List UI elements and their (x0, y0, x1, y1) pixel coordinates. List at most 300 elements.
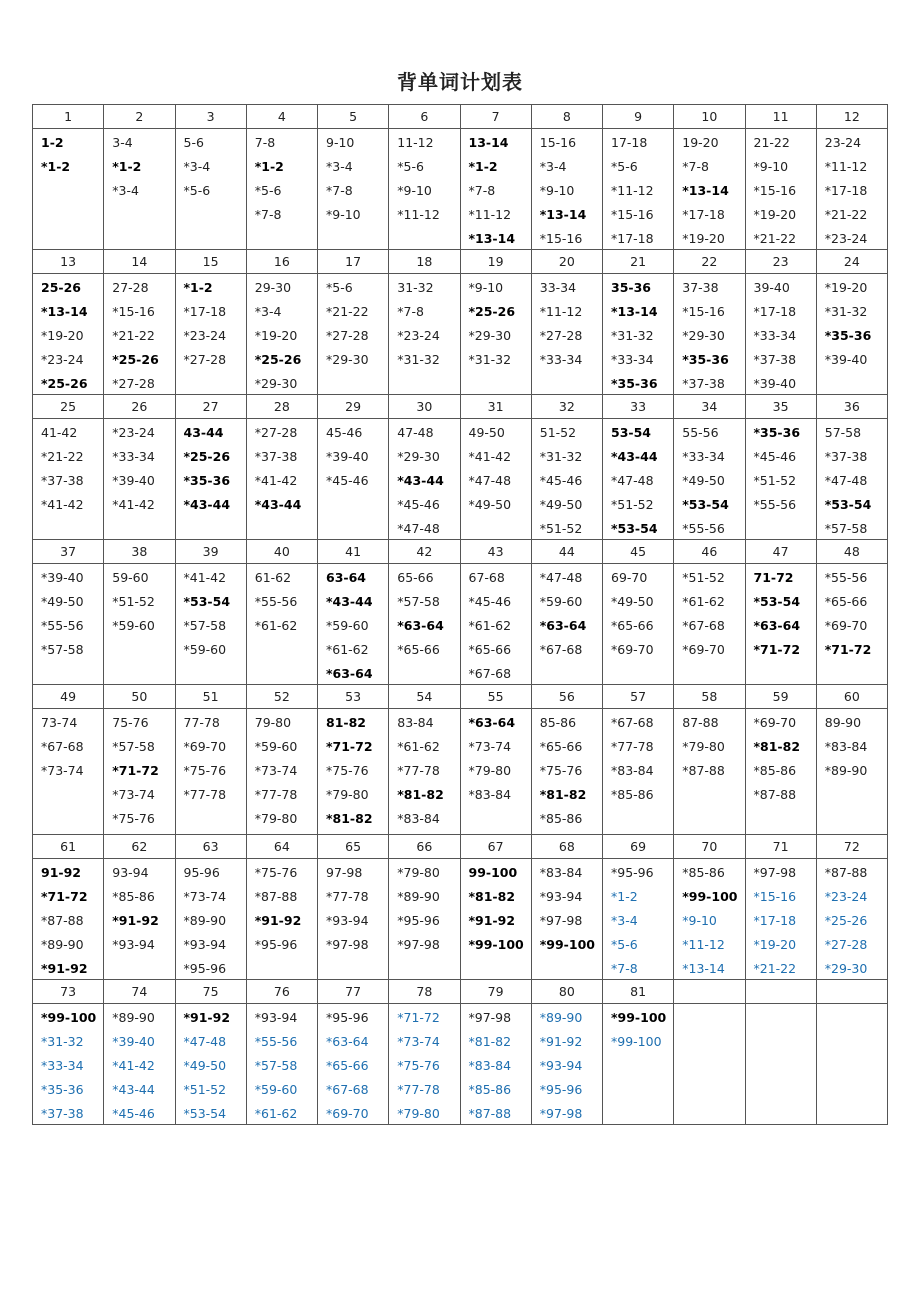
review-item: *73-74 (112, 787, 155, 802)
review-item: *63-64 (539, 618, 587, 633)
review-item: *1-2 (468, 159, 498, 174)
review-item: *37-38 (824, 449, 868, 464)
review-item: *39-40 (41, 570, 84, 585)
review-item: *15-16 (539, 231, 583, 246)
review-item: *51-52 (539, 521, 583, 536)
review-item: *9-10 (682, 913, 717, 928)
day-number: 59 (746, 685, 817, 709)
review-item: *75-76 (112, 811, 155, 826)
day-number: 35 (746, 395, 817, 419)
day-number: 52 (247, 685, 318, 709)
review-item: *3-4 (112, 183, 139, 198)
review-item: *13-14 (468, 231, 516, 246)
review-item: *31-32 (824, 304, 868, 319)
day-tasks (674, 419, 745, 540)
review-item: *93-94 (183, 937, 227, 952)
review-item: *79-80 (397, 865, 440, 880)
review-item: *57-58 (397, 594, 440, 609)
day-tasks (532, 1004, 603, 1125)
review-item: *39-40 (112, 1034, 155, 1049)
review-item: *63-64 (753, 618, 801, 633)
day-number: 65 (318, 835, 389, 859)
empty-cell (817, 1004, 888, 1125)
review-item: *67-68 (468, 666, 512, 681)
review-item: *77-78 (254, 787, 298, 802)
new-words-item: 95-96 (183, 865, 220, 880)
day-tasks (603, 274, 674, 395)
review-item: *69-70 (682, 642, 725, 657)
review-item: *99-100 (539, 937, 595, 952)
day-tasks (176, 274, 247, 395)
review-item: *63-64 (326, 1034, 369, 1049)
review-item: *27-28 (112, 376, 155, 391)
review-item: *33-34 (539, 352, 583, 367)
day-number: 77 (318, 980, 389, 1004)
review-item: *67-68 (611, 715, 654, 730)
day-tasks (389, 129, 460, 250)
new-words-item: 5-6 (183, 135, 204, 150)
day-tasks (104, 709, 175, 835)
review-item: *99-100 (611, 1010, 667, 1025)
new-words-item: 39-40 (753, 280, 790, 295)
review-item: *59-60 (539, 594, 583, 609)
new-words-item: 51-52 (539, 425, 577, 440)
new-words-item: 55-56 (682, 425, 719, 440)
day-tasks (817, 129, 888, 250)
day-tasks (176, 709, 247, 835)
day-tasks (603, 709, 674, 835)
review-item: *3-4 (254, 304, 282, 319)
review-item: *21-22 (824, 207, 868, 222)
day-tasks (674, 709, 745, 835)
day-tasks (389, 1004, 460, 1125)
review-item: *15-16 (112, 304, 155, 319)
day-number: 43 (461, 540, 532, 564)
day-tasks (318, 859, 389, 980)
review-item: *7-8 (682, 159, 709, 174)
review-item: *57-58 (112, 739, 155, 754)
review-item: *53-54 (824, 497, 872, 512)
review-item: *5-6 (326, 280, 353, 295)
new-words-item: 37-38 (682, 280, 719, 295)
day-number: 1 (33, 105, 104, 129)
day-number: 64 (247, 835, 318, 859)
review-item: *73-74 (41, 763, 84, 778)
day-tasks (389, 419, 460, 540)
day-number: 10 (674, 105, 745, 129)
day-tasks (817, 859, 888, 980)
day-number: 11 (746, 105, 817, 129)
review-item: *31-32 (468, 352, 512, 367)
day-tasks (674, 129, 745, 250)
review-item: *27-28 (254, 425, 298, 440)
review-item: *69-70 (753, 715, 797, 730)
review-item: *75-76 (183, 763, 227, 778)
day-number: 45 (603, 540, 674, 564)
review-item: *19-20 (753, 937, 797, 952)
day-number: 74 (104, 980, 175, 1004)
review-item: *71-72 (112, 763, 159, 778)
review-item: *81-82 (468, 889, 516, 904)
new-words-item: 21-22 (753, 135, 790, 150)
review-item: *5-6 (611, 159, 638, 174)
review-item: *69-70 (611, 642, 654, 657)
day-number: 12 (817, 105, 888, 129)
review-item: *65-66 (611, 618, 654, 633)
review-item: *31-32 (611, 328, 654, 343)
day-tasks (318, 129, 389, 250)
review-item: *61-62 (397, 739, 440, 754)
review-item: *19-20 (753, 207, 797, 222)
review-item: *47-48 (539, 570, 583, 585)
day-number: 69 (603, 835, 674, 859)
day-tasks (532, 859, 603, 980)
review-item: *29-30 (254, 376, 298, 391)
review-item: *47-48 (468, 473, 512, 488)
review-item: *71-72 (326, 739, 373, 754)
review-item: *27-28 (183, 352, 227, 367)
review-item: *67-68 (539, 642, 583, 657)
new-words-item: 45-46 (326, 425, 363, 440)
review-item: *91-92 (468, 913, 516, 928)
review-item: *1-2 (611, 889, 638, 904)
review-item: *71-72 (753, 642, 801, 657)
review-item: *65-66 (397, 642, 440, 657)
review-item: *91-92 (41, 961, 88, 976)
review-item: *43-44 (254, 497, 302, 512)
review-item: *41-42 (112, 1058, 155, 1073)
day-number: 66 (389, 835, 460, 859)
day-number: 31 (461, 395, 532, 419)
review-item: *37-38 (254, 449, 298, 464)
day-number: 9 (603, 105, 674, 129)
review-item: *31-32 (539, 449, 583, 464)
day-number: 61 (33, 835, 104, 859)
new-words-item: 49-50 (468, 425, 505, 440)
review-item: *37-38 (41, 1106, 84, 1121)
review-item: *79-80 (326, 787, 369, 802)
new-words-item: 57-58 (824, 425, 862, 440)
day-number: 60 (817, 685, 888, 709)
review-item: *51-52 (682, 570, 725, 585)
review-item: *77-78 (326, 889, 369, 904)
review-item: *77-78 (397, 763, 440, 778)
review-item: *33-34 (41, 1058, 84, 1073)
day-tasks (247, 129, 318, 250)
review-item: *45-46 (539, 473, 583, 488)
review-item: *59-60 (112, 618, 155, 633)
day-tasks (104, 859, 175, 980)
review-item: *37-38 (41, 473, 84, 488)
day-tasks (247, 274, 318, 395)
day-number: 26 (104, 395, 175, 419)
day-tasks (532, 564, 603, 685)
day-number: 62 (104, 835, 175, 859)
review-item: *89-90 (112, 1010, 155, 1025)
review-item: *79-80 (468, 763, 512, 778)
review-item: *25-26 (41, 376, 88, 391)
empty-cell (674, 1004, 745, 1125)
review-item: *39-40 (753, 376, 797, 391)
review-item: *5-6 (254, 183, 282, 198)
day-number: 29 (318, 395, 389, 419)
day-tasks (318, 1004, 389, 1125)
review-item: *85-86 (539, 811, 583, 826)
day-number: 71 (746, 835, 817, 859)
review-item: *21-22 (112, 328, 155, 343)
day-tasks (603, 129, 674, 250)
review-item: *85-86 (611, 787, 654, 802)
review-item: *49-50 (611, 594, 654, 609)
review-item: *55-56 (682, 521, 725, 536)
review-item: *85-86 (682, 865, 725, 880)
review-item: *61-62 (254, 618, 298, 633)
review-item: *93-94 (326, 913, 369, 928)
review-item: *23-24 (397, 328, 440, 343)
day-tasks (674, 564, 745, 685)
review-item: *75-76 (539, 763, 583, 778)
review-item: *45-46 (326, 473, 369, 488)
review-item: *11-12 (468, 207, 512, 222)
review-item: *7-8 (611, 961, 638, 976)
review-item: *41-42 (41, 497, 84, 512)
review-item: *69-70 (326, 1106, 369, 1121)
review-item: *63-64 (468, 715, 516, 730)
review-item: *9-10 (468, 280, 504, 295)
new-words-item: 67-68 (468, 570, 505, 585)
day-number: 70 (674, 835, 745, 859)
review-item: *53-54 (682, 497, 729, 512)
new-words-item: 9-10 (326, 135, 355, 150)
day-tasks (318, 274, 389, 395)
day-tasks (389, 859, 460, 980)
review-item: *95-96 (254, 937, 298, 952)
review-item: *89-90 (824, 763, 868, 778)
review-item: *61-62 (682, 594, 725, 609)
new-words-item: 15-16 (539, 135, 577, 150)
review-item: *35-36 (753, 425, 801, 440)
review-item: *79-80 (397, 1106, 440, 1121)
review-item: *1-2 (41, 159, 71, 174)
day-number: 39 (176, 540, 247, 564)
review-item: *99-100 (468, 937, 524, 952)
review-item: *89-90 (539, 1010, 583, 1025)
review-item: *11-12 (539, 304, 583, 319)
review-item: *59-60 (254, 1082, 298, 1097)
day-number: 51 (176, 685, 247, 709)
review-item: *23-24 (112, 425, 155, 440)
review-item: *21-22 (753, 231, 797, 246)
new-words-item: 43-44 (183, 425, 224, 440)
review-item: *11-12 (682, 937, 725, 952)
day-number: 5 (318, 105, 389, 129)
review-item: *3-4 (326, 159, 353, 174)
day-tasks (603, 564, 674, 685)
new-words-item: 53-54 (611, 425, 651, 440)
day-number: 42 (389, 540, 460, 564)
review-item: *17-18 (753, 304, 797, 319)
day-tasks (674, 859, 745, 980)
review-item: *21-22 (41, 449, 84, 464)
review-item: *7-8 (326, 183, 353, 198)
day-number (674, 980, 745, 1004)
day-number: 63 (176, 835, 247, 859)
review-item: *71-72 (41, 889, 88, 904)
new-words-item: 73-74 (41, 715, 78, 730)
day-tasks (33, 564, 104, 685)
review-item: *9-10 (753, 159, 789, 174)
review-item: *33-34 (112, 449, 155, 464)
review-item: *13-14 (539, 207, 587, 222)
day-tasks (461, 564, 532, 685)
day-tasks (603, 419, 674, 540)
day-number: 23 (746, 250, 817, 274)
review-item: *29-30 (468, 328, 512, 343)
new-words-item: 69-70 (611, 570, 648, 585)
day-tasks (674, 274, 745, 395)
review-item: *11-12 (824, 159, 868, 174)
day-number: 67 (461, 835, 532, 859)
new-words-item: 1-2 (41, 135, 64, 150)
review-item: *91-92 (112, 913, 159, 928)
review-item: *73-74 (397, 1034, 440, 1049)
review-item: *51-52 (611, 497, 654, 512)
new-words-item: 19-20 (682, 135, 719, 150)
day-number: 72 (817, 835, 888, 859)
day-tasks (746, 859, 817, 980)
review-item: *15-16 (611, 207, 654, 222)
review-item: *41-42 (468, 449, 512, 464)
review-item: *21-22 (753, 961, 797, 976)
review-item: *49-50 (539, 497, 583, 512)
day-tasks (461, 859, 532, 980)
review-item: *67-68 (326, 1082, 369, 1097)
day-number: 81 (603, 980, 674, 1004)
review-item: *17-18 (183, 304, 227, 319)
review-item: *87-88 (682, 763, 725, 778)
new-words-item: 65-66 (397, 570, 434, 585)
review-item: *27-28 (326, 328, 369, 343)
new-words-item: 93-94 (112, 865, 149, 880)
day-tasks (461, 129, 532, 250)
review-item: *97-98 (326, 937, 369, 952)
day-tasks (746, 274, 817, 395)
new-words-item: 3-4 (112, 135, 133, 150)
review-item: *89-90 (397, 889, 440, 904)
day-tasks (389, 274, 460, 395)
day-tasks (461, 274, 532, 395)
review-item: *29-30 (397, 449, 440, 464)
day-number: 8 (532, 105, 603, 129)
review-item: *99-100 (682, 889, 738, 904)
review-item: *23-24 (41, 352, 84, 367)
review-item: *55-56 (254, 1034, 298, 1049)
review-item: *73-74 (468, 739, 512, 754)
review-item: *25-26 (468, 304, 516, 319)
review-item: *33-34 (682, 449, 725, 464)
review-item: *25-26 (254, 352, 302, 367)
day-number: 28 (247, 395, 318, 419)
day-number: 41 (318, 540, 389, 564)
review-item: *15-16 (753, 183, 797, 198)
day-number: 44 (532, 540, 603, 564)
review-item: *47-48 (611, 473, 654, 488)
new-words-item: 23-24 (824, 135, 862, 150)
new-words-item: 87-88 (682, 715, 719, 730)
review-item: *87-88 (468, 1106, 512, 1121)
review-item: *71-72 (824, 642, 872, 657)
review-item: *27-28 (824, 937, 868, 952)
review-item: *65-66 (326, 1058, 369, 1073)
review-item: *19-20 (682, 231, 725, 246)
day-tasks (817, 709, 888, 835)
review-item: *3-4 (539, 159, 567, 174)
new-words-item: 59-60 (112, 570, 149, 585)
review-item: *3-4 (183, 159, 211, 174)
review-item: *17-18 (611, 231, 654, 246)
review-item: *91-92 (183, 1010, 231, 1025)
day-tasks (461, 1004, 532, 1125)
day-tasks (817, 564, 888, 685)
day-number: 3 (176, 105, 247, 129)
review-item: *47-48 (824, 473, 868, 488)
new-words-item: 7-8 (254, 135, 276, 150)
new-words-item: 33-34 (539, 280, 577, 295)
day-tasks (33, 419, 104, 540)
review-item: *17-18 (682, 207, 725, 222)
day-number: 33 (603, 395, 674, 419)
day-number: 4 (247, 105, 318, 129)
review-item: *81-82 (326, 811, 373, 826)
review-item: *41-42 (112, 497, 155, 512)
review-item: *55-56 (41, 618, 84, 633)
review-item: *97-98 (397, 937, 440, 952)
new-words-item: 61-62 (254, 570, 292, 585)
day-tasks (318, 709, 389, 835)
review-item: *41-42 (254, 473, 298, 488)
day-tasks (318, 564, 389, 685)
new-words-item: 25-26 (41, 280, 81, 295)
review-item: *73-74 (183, 889, 227, 904)
review-item: *41-42 (183, 570, 227, 585)
day-number: 73 (33, 980, 104, 1004)
review-item: *67-68 (682, 618, 725, 633)
review-item: *9-10 (326, 207, 361, 222)
day-tasks (746, 129, 817, 250)
day-number: 37 (33, 540, 104, 564)
review-item: *47-48 (397, 521, 440, 536)
day-number: 27 (176, 395, 247, 419)
day-tasks (176, 129, 247, 250)
review-item: *91-92 (539, 1034, 583, 1049)
review-item: *55-56 (254, 594, 298, 609)
day-tasks (817, 274, 888, 395)
review-item: *83-84 (539, 865, 583, 880)
day-tasks (389, 564, 460, 685)
review-item: *35-36 (41, 1082, 84, 1097)
day-number: 24 (817, 250, 888, 274)
review-item: *31-32 (397, 352, 440, 367)
day-tasks (176, 564, 247, 685)
review-item: *23-24 (824, 231, 868, 246)
review-item: *13-14 (41, 304, 88, 319)
day-tasks (33, 1004, 104, 1125)
review-item: *89-90 (183, 913, 227, 928)
review-item: *65-66 (468, 642, 512, 657)
day-number: 46 (674, 540, 745, 564)
day-number: 7 (461, 105, 532, 129)
day-tasks (247, 1004, 318, 1125)
